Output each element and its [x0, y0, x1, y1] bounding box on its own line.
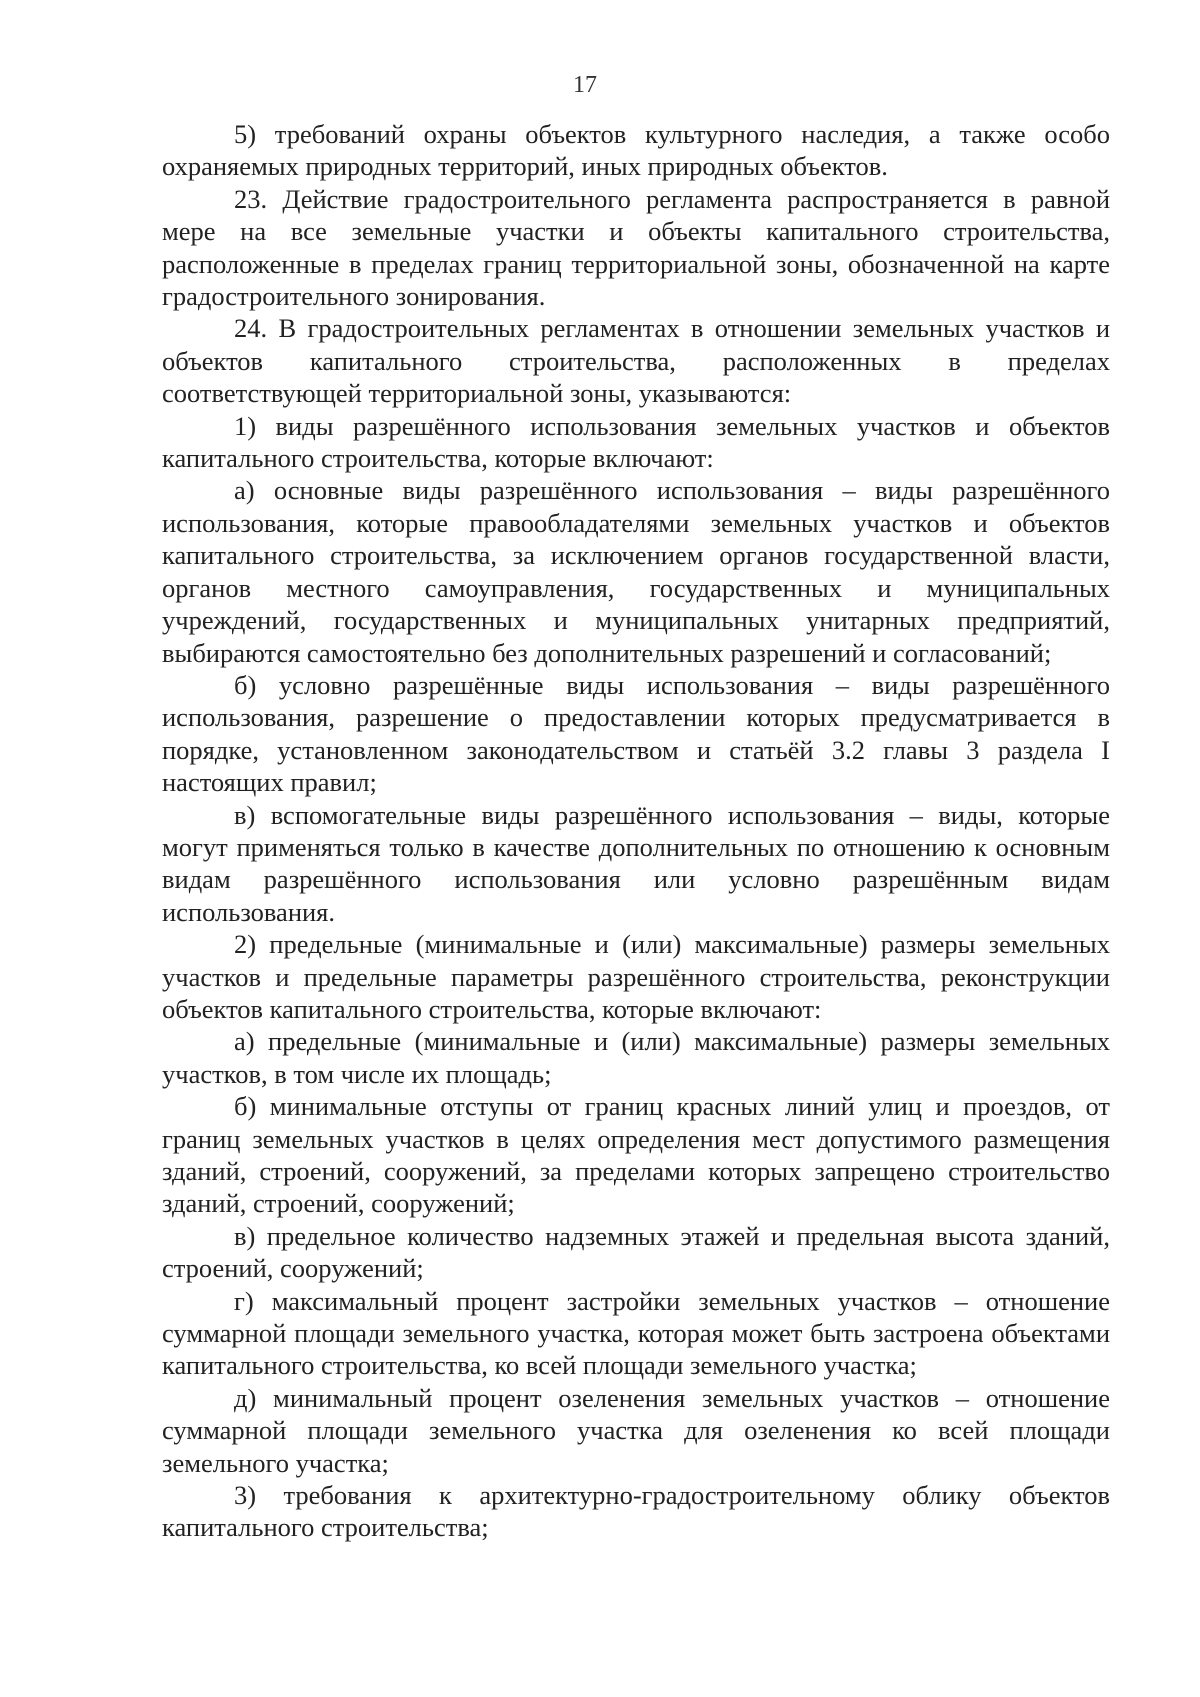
- paragraph: д) минимальный процент озеленения земельных участков – отношение суммарной площади земельного участка для озеленения ко всей площади земельного участка;: [162, 1382, 1110, 1478]
- paragraph: 24. В градостроительных регламентах в отношении земельных участков и объектов капитального строительства, расположенных в пределах соответствующей территориальной зоны, указываются:: [162, 313, 1110, 409]
- paragraph: 5) требований охраны объектов культурного наследия, а также особо охраняемых природных территорий, иных природных объектов.: [162, 119, 1110, 182]
- paragraph: б) условно разрешённые виды использования – виды разрешённого использования, разрешение о предоставлении которых предусматривается в порядке, установленном законодательством и статьёй 3.2 главы 3 раздела I настоящих правил;: [162, 669, 1110, 798]
- document-body: [162, 118, 1110, 1544]
- paragraph: а) основные виды разрешённого использования – виды разрешённого использования, которые правообладателями земельных участков и объектов капитального строительства, за исключением органов государственной власти, органов местного самоуправления, государственных и муниципальных учреждений, государственных и муниципальных унитарных предприятий, выбираются самостоятельно без дополнительных разрешений и согласований;: [162, 475, 1110, 668]
- paragraph: б) минимальные отступы от границ красных линий улиц и проездов, от границ земельных участков в целях определения мест допустимого размещения зданий, строений, сооружений, за пределами которых запрещено строительство зданий, строений, сооружений;: [162, 1091, 1110, 1219]
- page-number: 17: [573, 72, 597, 98]
- paragraph: 1) виды разрешённого использования земельных участков и объектов капитального строительства, которые включают:: [162, 410, 1110, 474]
- paragraph: в) вспомогательные виды разрешённого использования – виды, которые могут применяться только в качестве дополнительных по отношению к основным видам разрешённого использования или условно разрешённым видам использования.: [162, 799, 1110, 927]
- paragraph: а) предельные (минимальные и (или) максимальные) размеры земельных участков, в том числе их площадь;: [162, 1026, 1110, 1089]
- paragraph: г) максимальный процент застройки земельных участков – отношение суммарной площади земельного участка, которая может быть застроена объектами капитального строительства, ко всей площади земельного участка;: [162, 1285, 1110, 1381]
- paragraph: 2) предельные (минимальные и (или) максимальные) размеры земельных участков и предельные параметры разрешённого строительства, реконструкции объектов капитального строительства, которые включают:: [162, 929, 1110, 1024]
- paragraph: 23. Действие градостроительного регламента распространяется в равной мере на все земельные участки и объекты капитального строительства, расположенные в пределах границ территориальной зоны, обозначенной на карте градостроительного зонирования.: [162, 183, 1110, 312]
- paragraph: 3) требования к архитектурно-градостроительному облику объектов капитального строительства;: [162, 1480, 1110, 1543]
- paragraph: в) предельное количество надземных этажей и предельная высота зданий, строений, сооружений;: [162, 1220, 1110, 1284]
